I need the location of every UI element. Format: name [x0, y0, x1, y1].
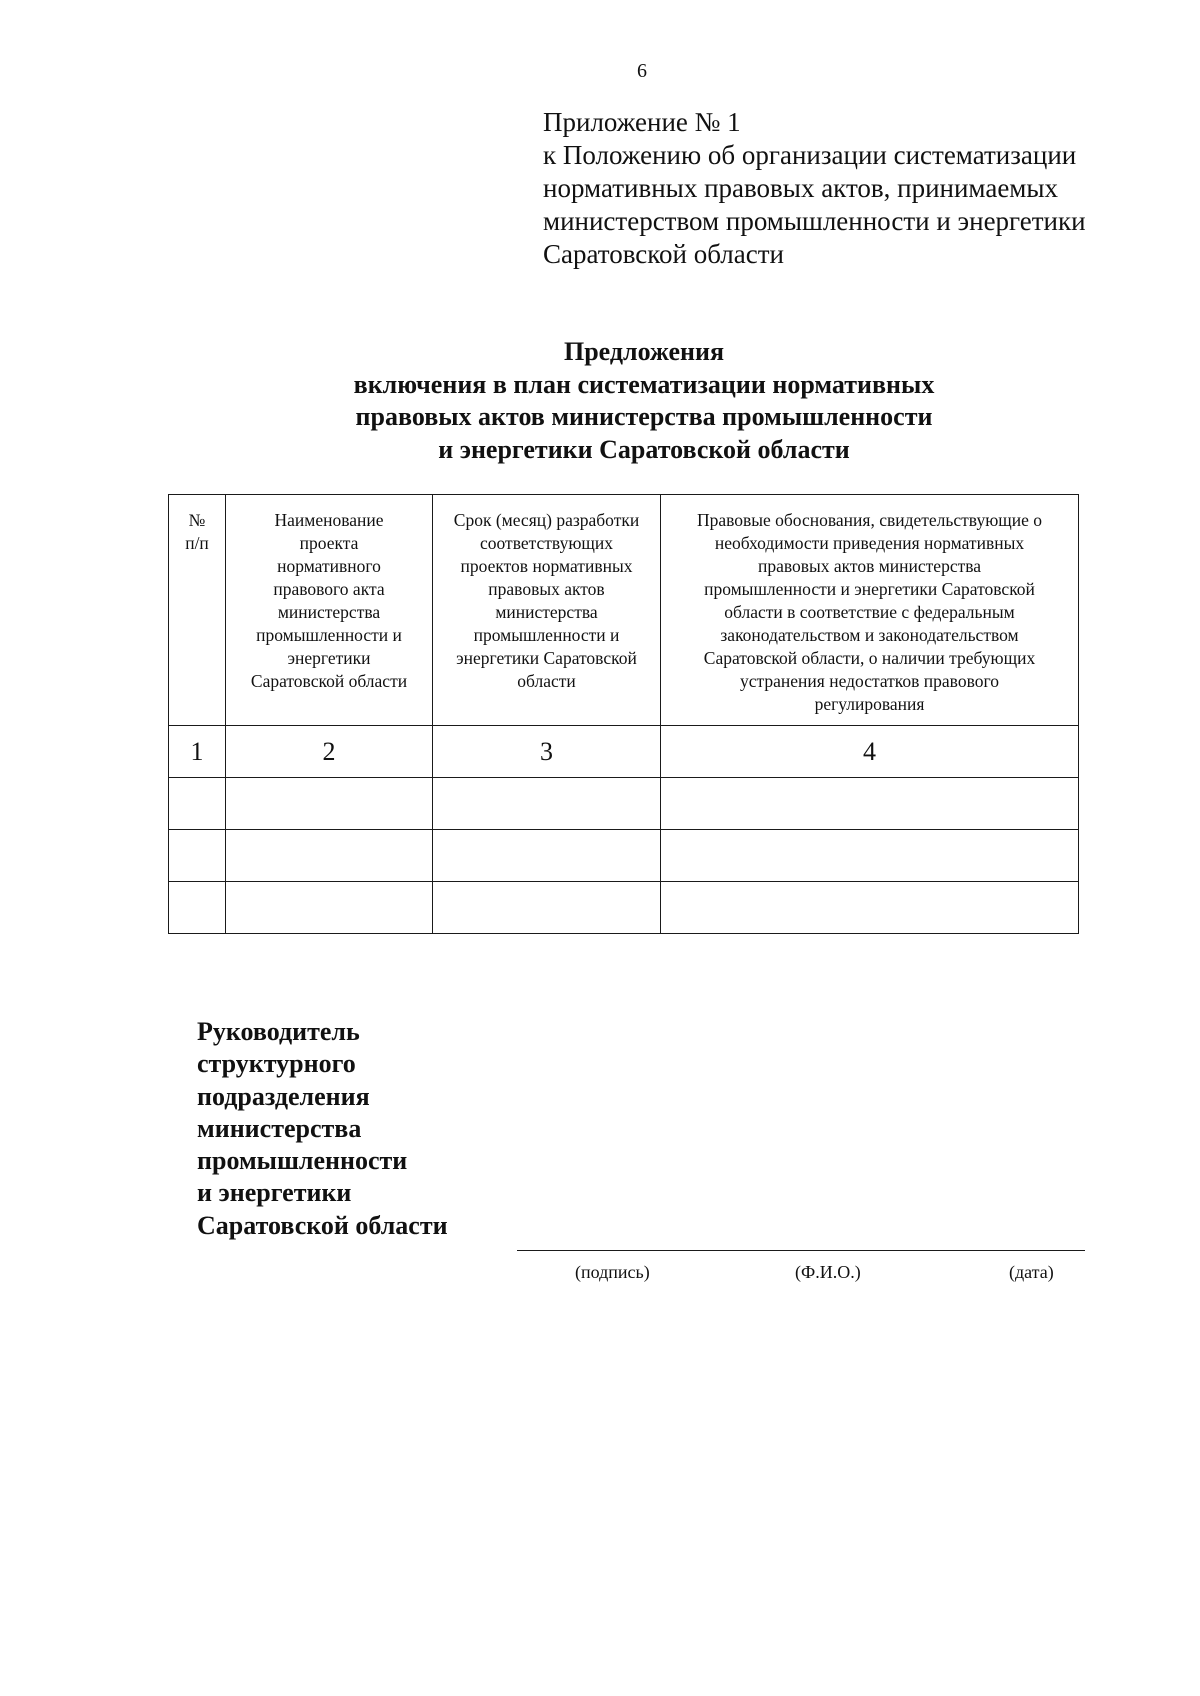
signer-line: и энергетики	[197, 1178, 352, 1208]
header-text: Саратовской области	[250, 671, 408, 691]
column-number-cell: 2	[226, 726, 433, 778]
table-row	[169, 882, 1079, 934]
header-text: правовых актов министерства	[757, 556, 982, 576]
title-line: включения в план систематизации нормативных	[353, 369, 935, 399]
header-cell-justification	[661, 495, 1079, 726]
empty-cell	[661, 882, 1079, 934]
empty-cell	[169, 882, 226, 934]
header-text: Саратовской области, о наличии требующих	[703, 648, 1036, 668]
title-line: правовых актов министерства промышленности	[355, 402, 933, 431]
signer-line: Саратовской области	[197, 1210, 448, 1240]
column-number-cell: 3	[433, 726, 661, 778]
signer-line: министерства	[197, 1113, 362, 1143]
page-number: 6	[637, 60, 647, 82]
empty-cell	[226, 830, 433, 882]
column-number-row	[169, 726, 1079, 778]
empty-cell	[433, 830, 661, 882]
header-text: министерства	[495, 602, 598, 622]
header-text: Срок (месяц) разработки	[453, 510, 640, 530]
header-cell-name	[226, 495, 433, 726]
header-text: п/п	[185, 533, 209, 553]
signer-line: промышленности	[197, 1146, 408, 1176]
table-row	[169, 830, 1079, 882]
table-header-row	[169, 495, 1079, 726]
date-caption: (дата)	[1009, 1262, 1054, 1282]
appendix-line: к Положению об организации систематизации	[543, 140, 1077, 170]
signature-line	[517, 1250, 1085, 1251]
header-text: проекта	[299, 533, 359, 553]
header-text: министерства	[277, 602, 381, 622]
fio-caption: (Ф.И.О.)	[795, 1262, 861, 1282]
signer-line: подразделения	[197, 1081, 370, 1111]
appendix-line: Саратовской области	[543, 239, 784, 269]
title-line: Предложения	[563, 337, 725, 366]
column-number-cell: 4	[661, 726, 1079, 778]
proposals-table	[168, 494, 1079, 934]
column-number-cell: 1	[169, 726, 226, 778]
header-text: области в соответствие с федеральным	[724, 602, 1015, 622]
header-cell-deadline	[433, 495, 661, 726]
header-text: №	[188, 510, 206, 530]
header-text: устранения недостатков правового	[740, 671, 999, 691]
empty-cell	[661, 778, 1079, 830]
empty-cell	[226, 778, 433, 830]
signer-line: структурного	[197, 1049, 356, 1079]
signature-caption: (подпись)	[575, 1262, 650, 1282]
appendix-line: Приложение № 1	[543, 107, 741, 137]
header-text: необходимости приведения нормативных	[714, 533, 1025, 553]
title-line: и энергетики Саратовской области	[438, 434, 850, 464]
header-text: области	[517, 671, 576, 691]
header-text: промышленности и энергетики Саратовской	[704, 579, 1035, 599]
empty-cell	[661, 830, 1079, 882]
header-text: Наименование	[274, 510, 384, 530]
header-text: регулирования	[814, 694, 925, 714]
header-text: Правовые обоснования, свидетельствующие о	[696, 510, 1043, 530]
signer-line: Руководитель	[197, 1017, 360, 1046]
header-cell-number	[169, 495, 226, 726]
header-text: нормативного	[277, 556, 381, 576]
table-row	[169, 778, 1079, 830]
header-text: энергетики Саратовской	[456, 648, 637, 668]
empty-cell	[433, 778, 661, 830]
header-text: правовых актов	[488, 579, 605, 599]
appendix-reference	[543, 106, 1183, 271]
header-text: энергетики	[287, 648, 371, 668]
empty-cell	[169, 830, 226, 882]
header-text: проектов нормативных	[460, 556, 633, 576]
appendix-line: министерством промышленности и энергетики	[543, 206, 1086, 236]
empty-cell	[169, 778, 226, 830]
document-title	[200, 336, 1088, 466]
header-text: промышленности и	[256, 625, 402, 645]
empty-cell	[433, 882, 661, 934]
header-text: законодательством и законодательством	[720, 625, 1019, 645]
appendix-line: нормативных правовых актов, принимаемых	[543, 173, 1059, 203]
signer-title	[197, 1016, 448, 1242]
empty-cell	[226, 882, 433, 934]
header-text: промышленности и	[473, 625, 620, 645]
header-text: соответствующих	[480, 533, 613, 553]
header-text: правового акта	[273, 579, 385, 599]
